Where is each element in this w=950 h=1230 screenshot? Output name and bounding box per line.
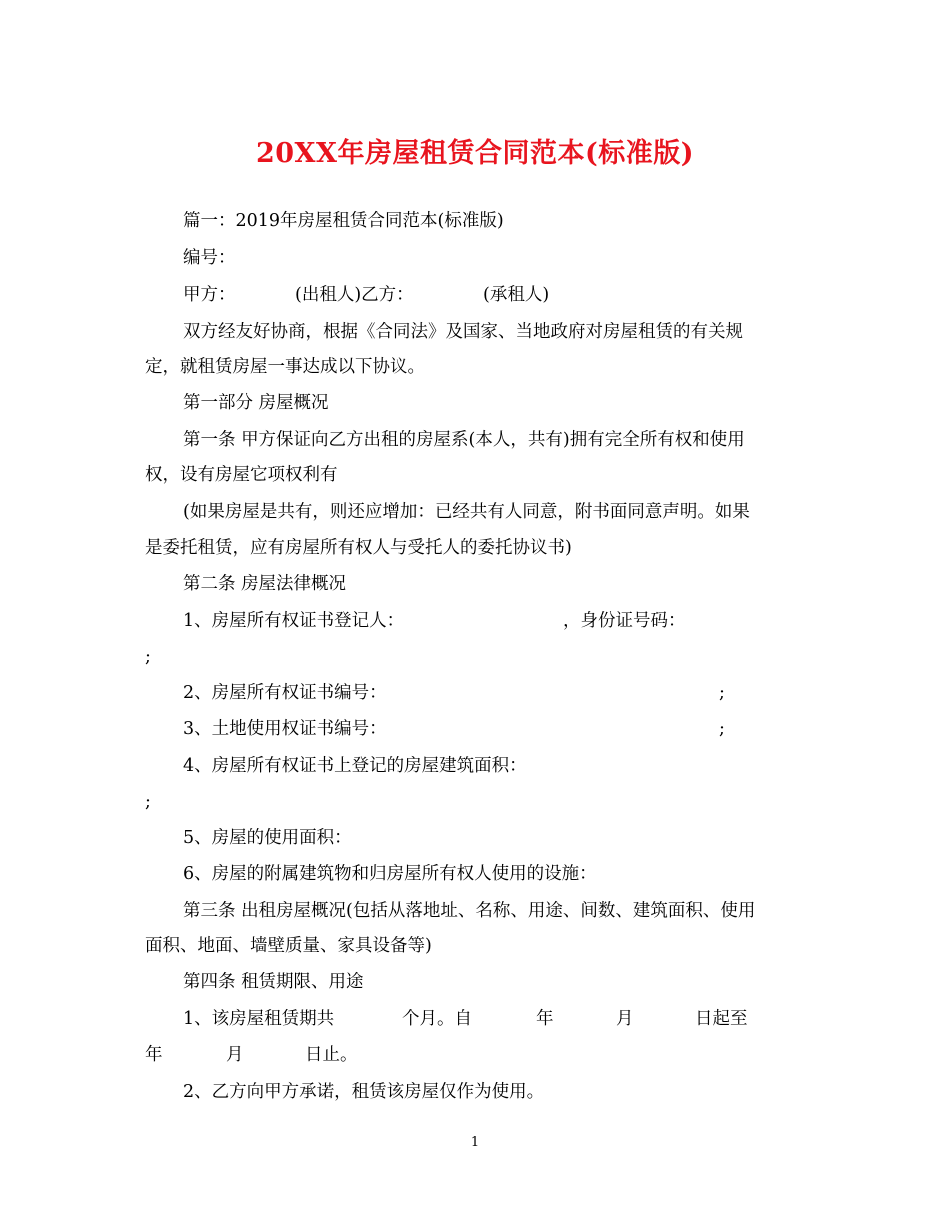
certificate-number-label: 2、房屋所有权证书编号： bbox=[183, 683, 387, 703]
day-start-label: 日起至 bbox=[695, 1009, 748, 1029]
month-from-label: 个月。自 bbox=[402, 1009, 472, 1029]
party-b-label: (出租人)乙方： bbox=[295, 285, 414, 305]
paragraph-line: (如果房屋是共有，则还应增加：已经共有人同意，附书面同意声明。如果 bbox=[183, 502, 750, 522]
paragraph-line: 编号： bbox=[183, 248, 236, 268]
paragraph-line: ; bbox=[145, 647, 151, 667]
paragraph-line: 4、房屋所有权证书上登记的房屋建筑面积： bbox=[183, 756, 527, 776]
paragraph-line: 权，设有房屋它项权利有 bbox=[145, 465, 338, 485]
paragraph-line: 是委托租赁，应有房屋所有权人与受托人的委托协议书) bbox=[145, 538, 572, 558]
month-label: 月 bbox=[226, 1045, 244, 1065]
id-number-label: ，身份证号码： bbox=[563, 611, 686, 631]
line-end-mark: ; bbox=[719, 719, 725, 739]
article-heading: 第二条 房屋法律概况 bbox=[183, 574, 347, 594]
land-certificate-label: 3、土地使用权证书编号： bbox=[183, 719, 387, 739]
lessee-label: (承租人) bbox=[483, 285, 550, 305]
paragraph-line: 第一条 甲方保证向乙方出租的房屋系(本人，共有)拥有完全所有权和使用 bbox=[183, 430, 745, 450]
paragraph-line: ; bbox=[145, 792, 151, 812]
month-label: 月 bbox=[616, 1009, 634, 1029]
paragraph-line: 篇一：2019年房屋租赁合同范本(标准版) bbox=[183, 211, 504, 231]
paragraph-line: 第三条 出租房屋概况(包括从落地址、名称、用途、间数、建筑面积、使用 bbox=[183, 901, 756, 921]
lease-term-label: 1、该房屋租赁期共 bbox=[183, 1009, 335, 1029]
section-heading: 第一部分 房屋概况 bbox=[183, 393, 329, 413]
registrant-label: 1、房屋所有权证书登记人： bbox=[183, 611, 405, 631]
year-label: 年 bbox=[145, 1045, 163, 1065]
paragraph-line: 定，就租赁房屋一事达成以下协议。 bbox=[145, 357, 425, 377]
line-end-mark: ; bbox=[719, 683, 725, 703]
paragraph-line: 2、乙方向甲方承诺，租赁该房屋仅作为使用。 bbox=[183, 1082, 545, 1102]
page-number: 1 bbox=[470, 1135, 480, 1150]
party-a-label: 甲方： bbox=[183, 285, 236, 305]
day-end-label: 日止。 bbox=[305, 1045, 358, 1065]
paragraph-line: 5、房屋的使用面积： bbox=[183, 828, 352, 848]
year-label: 年 bbox=[536, 1009, 554, 1029]
paragraph-line: 6、房屋的附属建筑物和归房屋所有权人使用的设施： bbox=[183, 864, 597, 884]
paragraph-line: 面积、地面、墙壁质量、家具设备等) bbox=[145, 936, 432, 956]
document-title: 20XX年房屋租赁合同范本(标准版) bbox=[255, 138, 695, 169]
article-heading: 第四条 租赁期限、用途 bbox=[183, 972, 364, 992]
paragraph-line: 双方经友好协商，根据《合同法》及国家、当地政府对房屋租赁的有关规 bbox=[183, 322, 743, 342]
